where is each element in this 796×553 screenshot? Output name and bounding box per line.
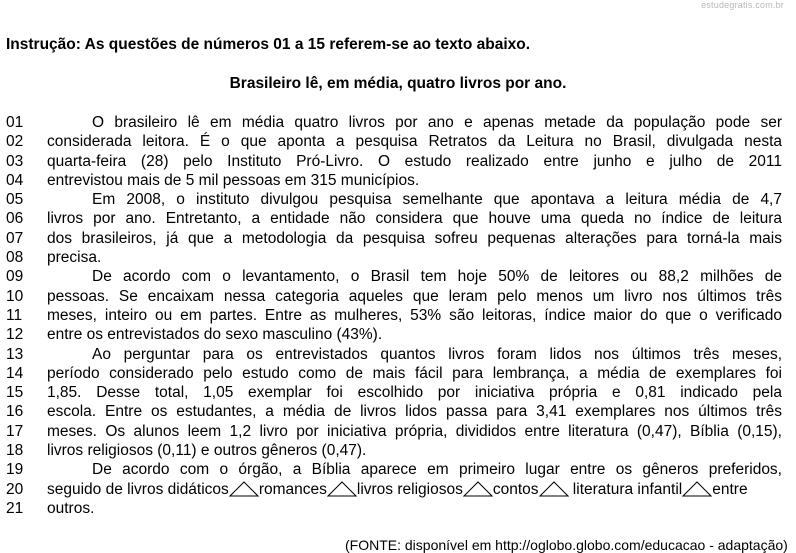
line-text: dos brasileiros, já que a metodologia da pesquisa sofreu pequenas alterações para torná-la mais (47, 229, 782, 247)
line-text: livros religiosos (0,11) e outros gêneros (0,47). (47, 442, 367, 460)
line-text: período considerado pelo estudo como de mais fácil para lembrança, a média de exemplares foi (47, 364, 782, 382)
line-number: 14 (6, 364, 24, 382)
line-text: De acordo com o órgão, a Bíblia aparece em primeiro lugar entre os gêneros preferidos, (92, 461, 782, 479)
line-number: 12 (6, 326, 24, 344)
blank-triangle-icon (539, 481, 569, 497)
text-segment: literatura infantil (568, 480, 683, 498)
blank-triangle-icon (463, 481, 493, 497)
site-watermark: estudegratis.com.br (701, 0, 784, 10)
text-title: Brasileiro lê, em média, quatro livros por ano. (229, 75, 567, 92)
text-line (0, 152, 796, 171)
text-segment: seguido de livros didáticos (47, 480, 229, 498)
line-text: entre os entrevistados do sexo masculino (43%). (47, 326, 383, 344)
line-text: Ao perguntar para os entrevistados quantos livros foram lidos nos últimos três meses, (92, 345, 782, 363)
text-line (0, 441, 796, 460)
line-text: precisa. (47, 249, 102, 267)
text-segment: contos (492, 480, 539, 498)
line-number: 18 (6, 442, 24, 460)
line-text: 1,85. Desse total, 1,05 exemplar foi escolhido por iniciativa própria e 0,81 indicado pela (47, 384, 782, 402)
text-line (0, 345, 796, 364)
blank-triangle-icon (327, 481, 357, 497)
line-text: considerada leitora. É o que aponta a pesquisa Retratos da Leitura no Brasil, divulgada nesta (47, 133, 782, 151)
line-number: 03 (6, 152, 24, 170)
line-number: 08 (6, 249, 24, 267)
blank-triangle-icon (682, 481, 712, 497)
text-segment: livros religiosos (356, 480, 463, 498)
line-number: 15 (6, 384, 24, 402)
line-text: outros. (47, 499, 95, 517)
line-number: 04 (6, 171, 24, 189)
line-number: 16 (6, 403, 24, 421)
text-line (0, 499, 796, 518)
line-number: 19 (6, 461, 24, 479)
text-line (0, 132, 796, 151)
line-number: 07 (6, 229, 24, 247)
line-text: entrevistou mais de 5 mil pessoas em 315 municípios. (47, 171, 420, 189)
numbered-text-body (0, 113, 796, 518)
line-number: 10 (6, 287, 24, 305)
line-text: De acordo com o levantamento, o Brasil tem hoje 50% de leitores ou 88,2 milhões de (92, 268, 782, 286)
text-line (0, 364, 796, 383)
text-line (0, 171, 796, 190)
line-number: 06 (6, 210, 24, 228)
text-segment: entre (712, 480, 748, 498)
line-number: 17 (6, 422, 24, 440)
line-number: 09 (6, 268, 24, 286)
line-text: pessoas. Se encaixam nessa categoria aqueles que leram pelo menos um livro nos últimos três (47, 287, 782, 305)
line-number: 11 (6, 306, 23, 324)
line-text: O brasileiro lê em média quatro livros por ano e apenas metade da população pode ser (92, 114, 782, 131)
text-line (0, 287, 796, 306)
text-segment: romances (258, 480, 327, 498)
line-number: 05 (6, 191, 24, 209)
line-text: Em 2008, o instituto divulgou pesquisa semelhante que apontava a leitura média de 4,7 (92, 191, 782, 209)
instruction-heading: Instrução: As questões de números 01 a 15 referem-se ao texto abaixo. (6, 36, 531, 53)
line-number: 20 (6, 480, 24, 498)
text-line (0, 267, 796, 286)
line-text: escola. Entre os estudantes, a média de livros lidos passa para 3,41 exemplares nos últimos três (47, 403, 782, 421)
line-number: 01 (6, 114, 24, 131)
line-text-with-blanks (47, 480, 782, 499)
text-line (0, 422, 796, 441)
text-line (0, 383, 796, 402)
line-number: 21 (6, 499, 24, 517)
text-line (0, 113, 796, 132)
text-line (0, 229, 796, 248)
blank-triangle-icon (229, 481, 259, 497)
line-text: meses, inteiro ou em partes. Entre as mulheres, 53% são leitoras, índice maior do que o verificado (47, 306, 782, 324)
text-line (0, 209, 796, 228)
line-number: 13 (6, 345, 24, 363)
line-text: meses. Os alunos leem 1,2 livro por iniciativa própria, divididos entre literatura (0,47), Bíblia (0,15), (47, 422, 782, 440)
text-line (0, 480, 796, 499)
text-line (0, 402, 796, 421)
line-text: livros por ano. Entretanto, a entidade não considera que houve uma queda no índice de leitura (47, 210, 782, 228)
text-line (0, 248, 796, 267)
text-line (0, 190, 796, 209)
text-line (0, 460, 796, 479)
line-number: 02 (6, 133, 24, 151)
text-line (0, 325, 796, 344)
line-text: quarta-feira (28) pelo Instituto Pró-Livro. O estudo realizado entre junho e julho de 2011 (47, 152, 782, 170)
text-line (0, 306, 796, 325)
source-citation: (FONTE: disponível em http://oglobo.globo.com/educacao - adaptação) (345, 537, 788, 553)
